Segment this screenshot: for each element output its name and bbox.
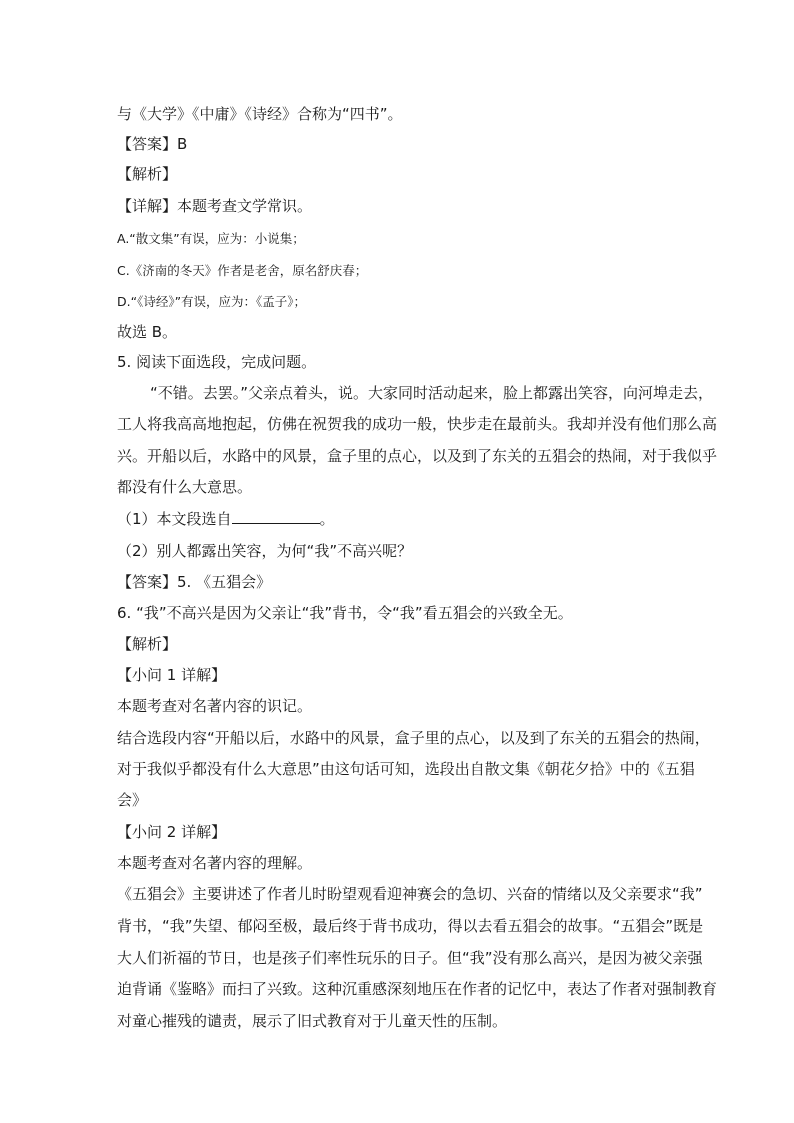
answer-blank bbox=[232, 509, 320, 524]
sub-question-1 bbox=[117, 509, 687, 529]
text-line: 《五猖会》主要讲述了作者儿时盼望观看迎神赛会的急切、兴奋的情绪以及父亲要求“我” bbox=[117, 885, 703, 903]
text-line: 迫背诵《鉴略》而扫了兴致。这种沉重感深刻地压在作者的记忆中，表达了作者对强制教育 bbox=[117, 980, 718, 998]
answer-6: 6. “我”不高兴是因为父亲让“我”背书，令“我”看五猖会的兴致全无。 bbox=[117, 604, 573, 622]
answer-label: 【答案】B bbox=[117, 135, 188, 153]
passage-line: “不错。去罢。”父亲点着头，说。大家同时活动起来，脸上都露出笑容，向河埠走去， bbox=[150, 384, 714, 402]
sub-question-1-detail-label: 【小问 1 详解】 bbox=[117, 666, 227, 684]
analysis-label: 【解析】 bbox=[117, 165, 178, 183]
sub-question-1-end: 。 bbox=[319, 510, 335, 528]
text-line: 对于我似乎都没有什么大意思”由这句话可知，选段出自散文集《朝花夕拾》中的《五猖 bbox=[117, 760, 695, 778]
sub-question-1-text: （1）本文段选自 bbox=[117, 510, 232, 528]
text-line: 背书，“我”失望、郁闷至极，最后终于背书成功，得以去看五猖会的故事。“五猖会”既是 bbox=[117, 917, 704, 935]
question-5-heading: 5. 阅读下面选段，完成问题。 bbox=[117, 353, 317, 371]
text-line: 对童心摧残的谴责，展示了旧式教育对于儿童天性的压制。 bbox=[117, 1012, 508, 1030]
answer-5: 【答案】5. 《五猖会》 bbox=[117, 573, 272, 591]
text-line: 本题考查对名著内容的理解。 bbox=[117, 854, 313, 872]
option-a-note: A.“散文集”有误，应为：小说集； bbox=[117, 231, 305, 246]
text-line: 本题考查对名著内容的识记。 bbox=[117, 697, 313, 715]
sub-question-2: （2）别人都露出笑容，为何“我”不高兴呢？ bbox=[117, 542, 413, 560]
analysis-label: 【解析】 bbox=[117, 635, 178, 653]
option-d-note: D.“《诗经》”有误，应为：《孟子》； bbox=[117, 294, 307, 309]
text-line: 结合选段内容“开船以后，水路中的风景，盒子里的点心，以及到了东关的五猖会的热闹， bbox=[117, 729, 710, 747]
option-c-note: C.《济南的冬天》作者是老舍，原名舒庆春； bbox=[117, 263, 368, 278]
passage-line: 都没有什么大意思。 bbox=[117, 478, 253, 496]
text-line: 大人们祈福的节日，也是孩子们率性玩乐的日子。但“我”没有那么高兴，是因为被父亲强 bbox=[117, 949, 703, 967]
conclusion-line: 故选 B。 bbox=[117, 323, 178, 341]
text-line: 与《大学》《中庸》《诗经》合称为“四书”。 bbox=[117, 105, 403, 123]
passage-line: 工人将我高高地抱起，仿佛在祝贺我的成功一般，快步走在最前头。我却并没有他们那么高 bbox=[117, 415, 718, 433]
sub-question-2-detail-label: 【小问 2 详解】 bbox=[117, 823, 227, 841]
detail-label: 【详解】本题考查文学常识。 bbox=[117, 197, 313, 215]
text-line: 会》 bbox=[117, 791, 148, 809]
passage-line: 兴。开船以后，水路中的风景，盒子里的点心，以及到了东关的五猖会的热闹，对于我似乎 bbox=[117, 447, 718, 465]
